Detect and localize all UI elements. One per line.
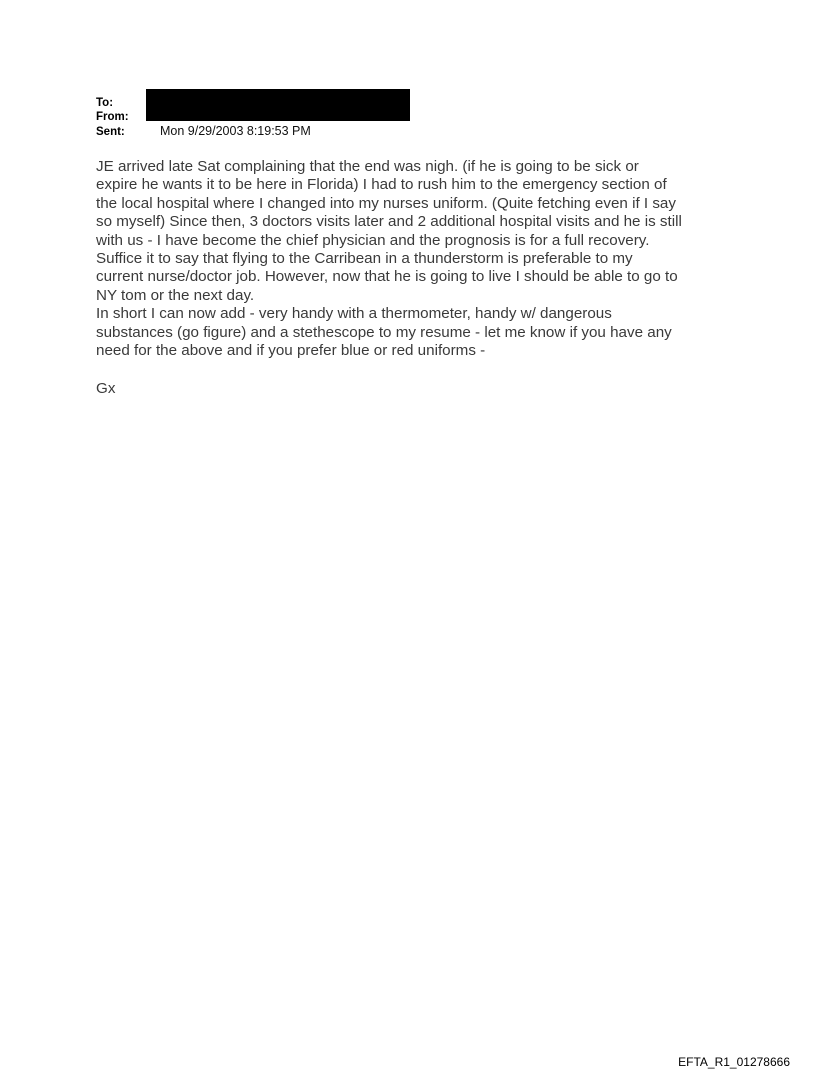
body-line: expire he wants it to be here in Florida) I had to rush him to the emergency section of	[96, 176, 667, 194]
body-line: with us - I have become the chief physician and the prognosis is for a full recovery.	[96, 231, 650, 249]
body-line: NY tom or the next day.	[96, 286, 255, 304]
body-line: need for the above and if you prefer blue or red uniforms -	[96, 342, 486, 360]
body-line: Suffice it to say that flying to the Carribean in a thunderstorm is preferable to my	[96, 250, 633, 268]
body-line: the local hospital where I changed into my nurses uniform. (Quite fetching even if I say	[96, 194, 676, 212]
from-label: From:	[96, 111, 129, 123]
to-label: To:	[96, 97, 114, 109]
body-line: JE arrived late Sat complaining that the end was nigh. (if he is going to be sick or	[96, 158, 639, 175]
sent-row	[96, 124, 496, 138]
sent-label: Sent:	[96, 126, 125, 138]
email-signoff: Gx	[96, 380, 116, 397]
redaction-box	[146, 89, 410, 121]
email-body	[96, 158, 736, 360]
sent-value: Mon 9/29/2003 8:19:53 PM	[160, 124, 311, 138]
body-line: In short I can now add - very handy with a thermometer, handy w/ dangerous	[96, 305, 612, 323]
body-line: current nurse/doctor job. However, now that he is going to live I should be able to go to	[96, 268, 678, 286]
document-id: EFTA_R1_01278666	[678, 1055, 790, 1069]
body-line: substances (go figure) and a stethescope to my resume - let me know if you have any	[96, 323, 672, 341]
body-line: so myself) Since then, 3 doctors visits later and 2 additional hospital visits and he is still	[96, 213, 682, 231]
